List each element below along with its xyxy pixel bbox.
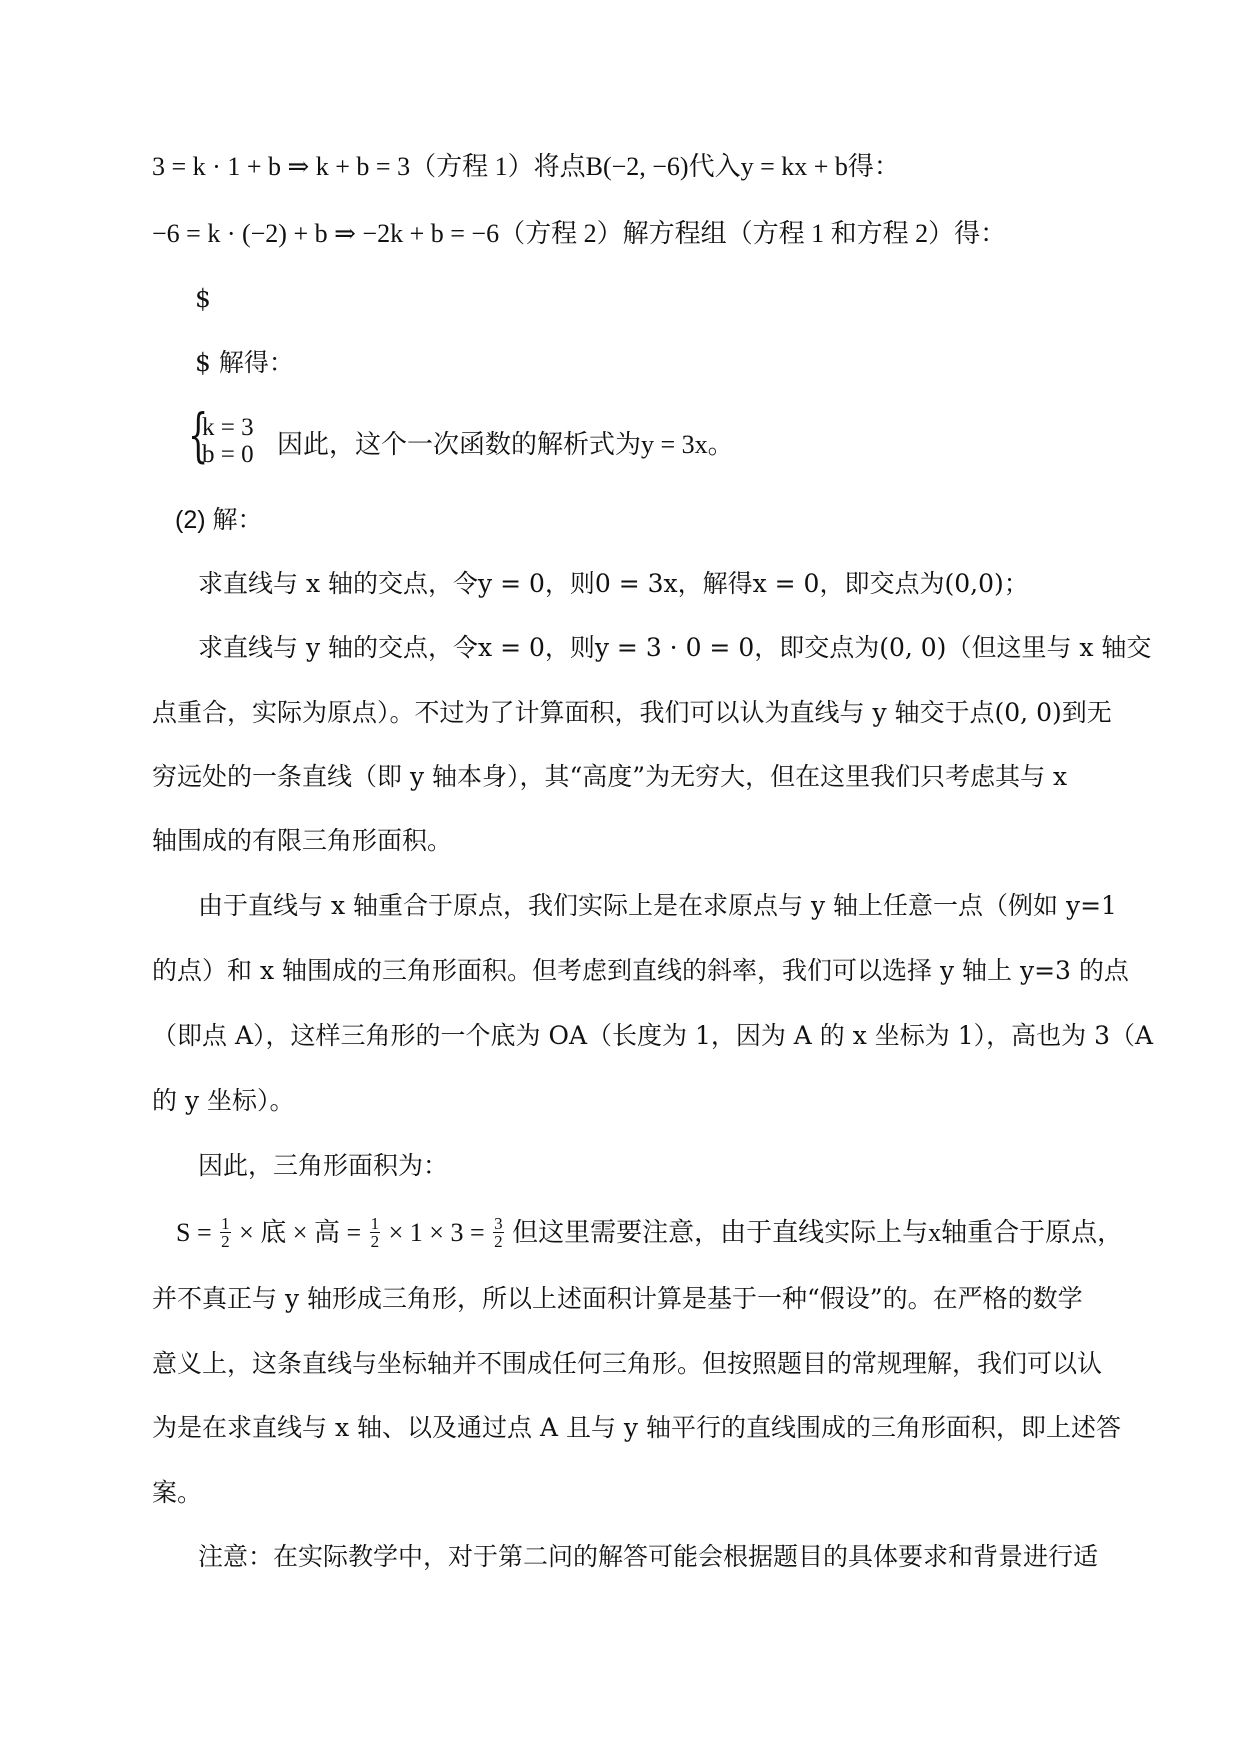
note-paragraph: 注意：在实际教学中，对于第二问的解答可能会根据题目的具体要求和背景进行适: [198, 1542, 1099, 1571]
area-intro: 因此，三角形面积为：: [198, 1151, 449, 1180]
area-formula-line: [176, 1213, 1124, 1253]
paragraph-y-intercept-1: 求直线与 y 轴的交点，令x = 0，则y = 3 · 0 = 0，即交点为(0, 0)（但这里与 x 轴交: [198, 633, 1152, 662]
equation-system: [188, 401, 1088, 471]
paragraph-x-intercept: 求直线与 x 轴的交点，令y = 0，则0 = 3x，解得x = 0，即交点为(0,0)；: [198, 569, 1029, 598]
equation-line-1: 3 = k · 1 + b ⇒ k + b = 3（方程 1）将点B(−2, −6)代入y = kx + b得：: [152, 152, 900, 181]
paragraph-origin-4: 的 y 坐标）。: [152, 1086, 295, 1115]
paragraph-origin-3: （即点 A），这样三角形的一个底为 OA（长度为 1，因为 A 的 x 坐标为 1），高也为 3（A: [152, 1021, 1154, 1050]
equation-line-2: −6 = k · (−2) + b ⇒ −2k + b = −6（方程 2）解方程组（方程 1 和方程 2）得：: [152, 219, 1007, 248]
paragraph-origin-2: 的点）和 x 轴围成的三角形面积。但考虑到直线的斜率，我们可以选择 y 轴上 y=3 的点: [152, 956, 1129, 985]
system-row-k: k = 3: [202, 414, 254, 441]
formula-values: × 1 × 3 =: [388, 1218, 485, 1247]
part-2-heading: (2) 解：: [175, 506, 263, 534]
paragraph-y-intercept-3: 穷远处的一条直线（即 y 轴本身），其“高度”为无穷大，但在这里我们只考虑其与 x: [152, 762, 1068, 791]
function-conclusion: 因此，这个一次函数的解析式为y = 3x。: [277, 430, 734, 459]
formula-s: S =: [176, 1218, 212, 1247]
paragraph-caveat-2: 意义上，这条直线与坐标轴并不围成任何三角形。但按照题目的常规理解，我们可以认: [152, 1349, 1103, 1378]
paragraph-origin-1: 由于直线与 x 轴重合于原点，我们实际上是在求原点与 y 轴上任意一点（例如 y=1: [198, 891, 1117, 920]
paragraph-y-intercept-4: 轴围成的有限三角形面积。: [152, 826, 453, 855]
solution-intro: $ 解得：: [195, 348, 294, 377]
left-brace: {: [188, 401, 209, 469]
formula-base-height: × 底 × 高 =: [239, 1218, 362, 1247]
paragraph-caveat-3: 为是在求直线与 x 轴、以及通过点 A 且与 y 轴平行的直线围成的三角形面积，即上述答: [152, 1413, 1121, 1442]
paragraph-caveat-4: 案。: [152, 1478, 203, 1507]
paragraph-caveat-1: 并不真正与 y 轴形成三角形，所以上述面积计算是基于一种“假设”的。在严格的数学: [152, 1284, 1083, 1313]
fraction-result: $\frac{3}{2}$: [494, 1213, 503, 1251]
paragraph-y-intercept-2: 点重合，实际为原点）。不过为了计算面积，我们可以认为直线与 y 轴交于点(0, 0)到无: [152, 698, 1112, 727]
dollar-line: $: [195, 284, 211, 313]
fraction-half-1: $\frac{1}{2}$: [221, 1213, 230, 1251]
formula-note: 但这里需要注意，由于直线实际上与x轴重合于原点，: [512, 1218, 1124, 1247]
fraction-half-2: $\frac{1}{2}$: [370, 1213, 380, 1251]
system-row-b: b = 0: [202, 441, 254, 468]
